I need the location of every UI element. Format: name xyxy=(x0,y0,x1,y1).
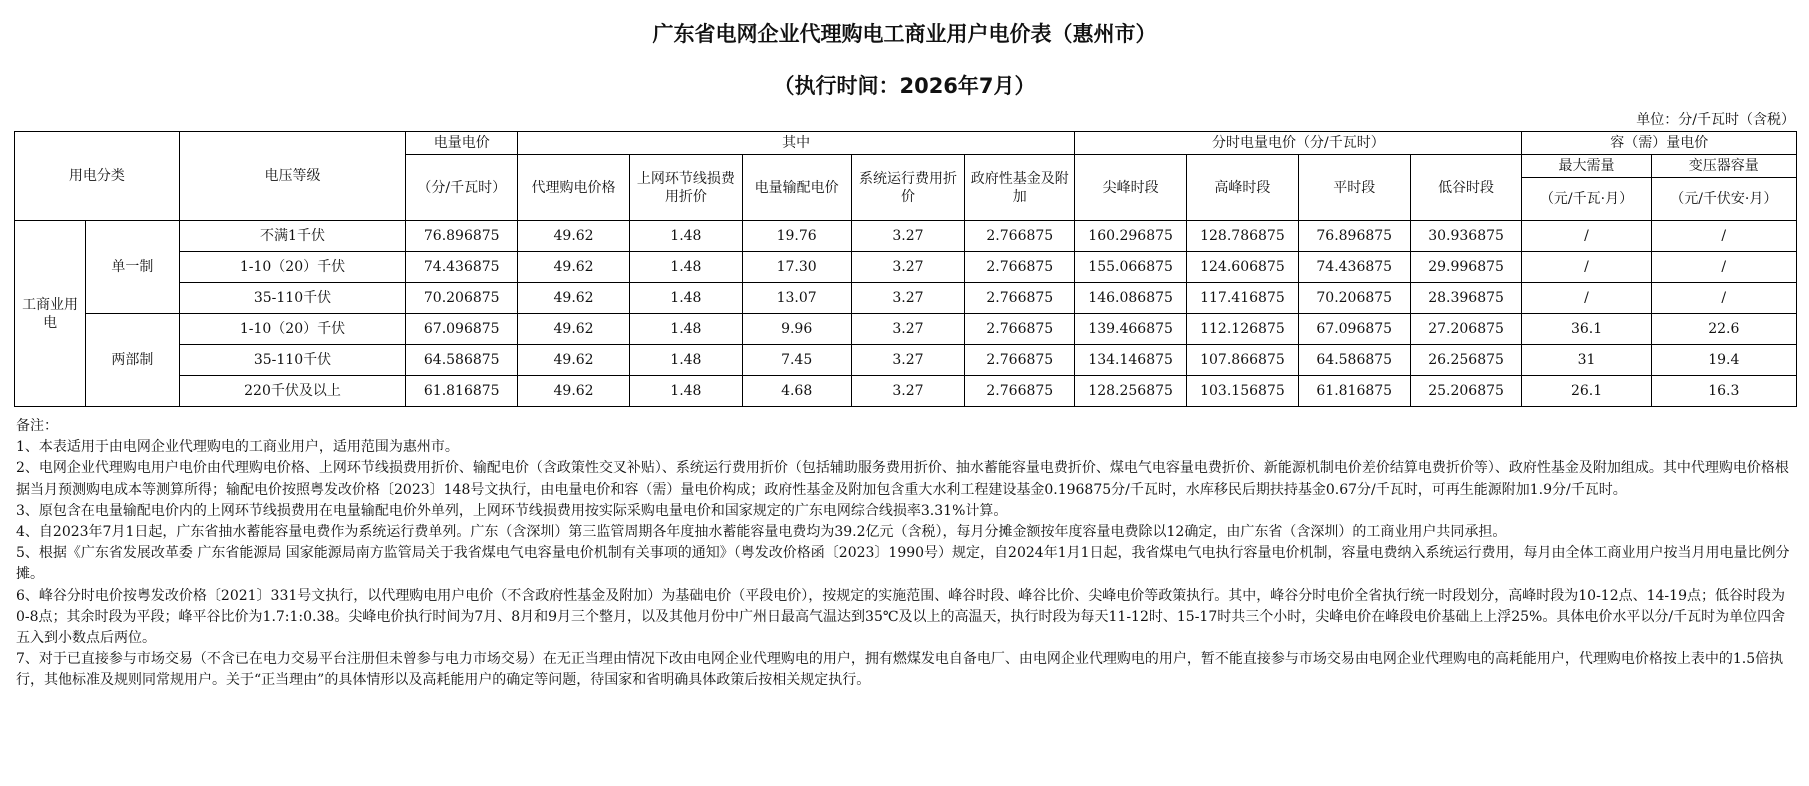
agent-cell: 49.62 xyxy=(518,221,630,252)
note-item: 3、原包含在电量输配电价内的上网环节线损费用在电量输配电价外单列，上网环节线损费用按实际采购电量电价和国家规定的广东电网综合线损率3.31%计算。 xyxy=(16,502,1008,519)
header-gov-fund: 政府性基金及附加 xyxy=(965,155,1075,221)
agent-cell: 49.62 xyxy=(518,283,630,314)
system-cell: 3.27 xyxy=(851,345,965,376)
header-row xyxy=(15,132,1797,155)
sharp-cell: 160.296875 xyxy=(1075,221,1187,252)
agent-cell: 49.62 xyxy=(518,345,630,376)
demand-cell: / xyxy=(1522,221,1651,252)
demand-cell: / xyxy=(1522,252,1651,283)
energy-cell: 64.586875 xyxy=(406,345,518,376)
two-part-label: 两部制 xyxy=(86,314,180,407)
flat-cell: 76.896875 xyxy=(1298,221,1410,252)
agent-cell: 49.62 xyxy=(518,376,630,407)
transformer-cell: / xyxy=(1651,252,1796,283)
table-row xyxy=(15,345,1797,376)
header-of-which: 其中 xyxy=(518,132,1075,155)
fund-cell: 2.766875 xyxy=(965,345,1075,376)
header-peak-sharp: 尖峰时段 xyxy=(1075,155,1187,221)
header-flat: 平时段 xyxy=(1298,155,1410,221)
peak-cell: 117.416875 xyxy=(1187,283,1299,314)
table-row xyxy=(15,314,1797,345)
agent-cell: 49.62 xyxy=(518,252,630,283)
flat-cell: 61.816875 xyxy=(1298,376,1410,407)
transformer-cell: 19.4 xyxy=(1651,345,1796,376)
header-max-demand-unit: （元/千瓦·月） xyxy=(1522,178,1651,221)
voltage-cell: 1-10（20）千伏 xyxy=(179,252,406,283)
table-row xyxy=(15,221,1797,252)
loss-cell: 1.48 xyxy=(629,283,742,314)
transmission-cell: 7.45 xyxy=(742,345,851,376)
price-table xyxy=(14,131,1797,407)
table-row xyxy=(15,252,1797,283)
sharp-cell: 146.086875 xyxy=(1075,283,1187,314)
peak-cell: 103.156875 xyxy=(1187,376,1299,407)
system-cell: 3.27 xyxy=(851,221,965,252)
page-subtitle: （执行时间：2026年7月） xyxy=(773,74,1036,98)
header-peak: 高峰时段 xyxy=(1187,155,1299,221)
loss-cell: 1.48 xyxy=(629,221,742,252)
peak-cell: 112.126875 xyxy=(1187,314,1299,345)
transmission-cell: 17.30 xyxy=(742,252,851,283)
energy-cell: 76.896875 xyxy=(406,221,518,252)
table-row xyxy=(15,283,1797,314)
sharp-cell: 128.256875 xyxy=(1075,376,1187,407)
energy-cell: 67.096875 xyxy=(406,314,518,345)
transmission-cell: 9.96 xyxy=(742,314,851,345)
page-title: 广东省电网企业代理购电工商业用户电价表（惠州市） xyxy=(652,22,1157,46)
transformer-cell: / xyxy=(1651,221,1796,252)
single-part-label: 单一制 xyxy=(86,221,180,314)
system-cell: 3.27 xyxy=(851,283,965,314)
voltage-cell: 35-110千伏 xyxy=(179,283,406,314)
note-item: 1、本表适用于由电网企业代理购电的工商业用户，适用范围为惠州市。 xyxy=(16,439,459,456)
header-transmission: 电量输配电价 xyxy=(742,155,851,221)
header-category: 用电分类 xyxy=(15,132,180,221)
sharp-cell: 134.146875 xyxy=(1075,345,1187,376)
header-energy-unit: （分/千瓦时） xyxy=(406,155,518,221)
flat-cell: 64.586875 xyxy=(1298,345,1410,376)
valley-cell: 28.396875 xyxy=(1410,283,1522,314)
peak-cell: 107.866875 xyxy=(1187,345,1299,376)
demand-cell: 31 xyxy=(1522,345,1651,376)
header-energy-price: 电量电价 xyxy=(406,132,518,155)
voltage-cell: 1-10（20）千伏 xyxy=(179,314,406,345)
valley-cell: 27.206875 xyxy=(1410,314,1522,345)
energy-cell: 74.436875 xyxy=(406,252,518,283)
transmission-cell: 4.68 xyxy=(742,376,851,407)
valley-cell: 30.936875 xyxy=(1410,221,1522,252)
header-max-demand: 最大需量 xyxy=(1522,155,1651,178)
header-transformer-unit: （元/千伏安·月） xyxy=(1651,178,1796,221)
header-voltage: 电压等级 xyxy=(179,132,406,221)
note-item: 6、峰谷分时电价按粤发改价格〔2021〕331号文执行，以代理购电用户电价（不含政府性基金及附加）为基础电价（平段电价），按规定的实施范围、峰谷时段、峰谷比价、尖峰电价等政策执行。其中，峰谷分时电价全省执行统一时段划分，高峰时段为10-12点、14-19点；低谷时段为0-8点；其余时段为平段；峰平谷比价为1.7:1:0.38。尖峰电价执行时间为7月、8月和9月三个整月，以及其他月份中广州日最高气温达到35℃及以上的高温天，执行时段为每天11-12时、15-17时共三个小时，尖峰电价在峰段电价基础上上浮25%。具体电价水平以分/千瓦时为单位四舍五入到小数点后两位。 xyxy=(16,587,1786,647)
agent-cell: 49.62 xyxy=(518,314,630,345)
transformer-cell: / xyxy=(1651,283,1796,314)
sharp-cell: 155.066875 xyxy=(1075,252,1187,283)
transmission-cell: 19.76 xyxy=(742,221,851,252)
header-capacity: 容（需）量电价 xyxy=(1522,132,1797,155)
fund-cell: 2.766875 xyxy=(965,283,1075,314)
notes-section xyxy=(16,416,1796,692)
header-loss-cost: 上网环节线损费用折价 xyxy=(629,155,742,221)
loss-cell: 1.48 xyxy=(629,314,742,345)
fund-cell: 2.766875 xyxy=(965,221,1075,252)
loss-cell: 1.48 xyxy=(629,376,742,407)
group-label: 工商业用电 xyxy=(15,221,86,407)
unit-label: 单位：分/千瓦时（含税） xyxy=(1636,112,1795,128)
flat-cell: 70.206875 xyxy=(1298,283,1410,314)
note-item: 7、对于已直接参与市场交易（不含已在电力交易平台注册但未曾参与电力市场交易）在无正当理由情况下改由电网企业代理购电的用户，拥有燃煤发电自备电厂、由电网企业代理购电的用户，暂不能直接参与市场交易由电网企业代理购电的高耗能用户，代理购电价格按上表中的1.5倍执行，其他标准及规则同常规用户。关于“正当理由”的具体情形以及高耗能用户的确定等问题，待国家和省明确具体政策后按相关规定执行。 xyxy=(16,651,1784,689)
flat-cell: 74.436875 xyxy=(1298,252,1410,283)
system-cell: 3.27 xyxy=(851,314,965,345)
transmission-cell: 13.07 xyxy=(742,283,851,314)
demand-cell: 26.1 xyxy=(1522,376,1651,407)
fund-cell: 2.766875 xyxy=(965,376,1075,407)
note-item: 4、自2023年7月1日起，广东省抽水蓄能容量电费作为系统运行费单列。广东（含深圳）第三监管周期各年度抽水蓄能容量电费均为39.2亿元（含税），每月分摊金额按年度容量电费除以12确定，由广东省（含深圳）的工商业用户共同承担。 xyxy=(16,524,1507,541)
valley-cell: 25.206875 xyxy=(1410,376,1522,407)
demand-cell: / xyxy=(1522,283,1651,314)
valley-cell: 29.996875 xyxy=(1410,252,1522,283)
energy-cell: 61.816875 xyxy=(406,376,518,407)
voltage-cell: 220千伏及以上 xyxy=(179,376,406,407)
fund-cell: 2.766875 xyxy=(965,314,1075,345)
voltage-cell: 35-110千伏 xyxy=(179,345,406,376)
table-row xyxy=(15,376,1797,407)
header-transformer: 变压器容量 xyxy=(1651,155,1796,178)
header-tou: 分时电量电价（分/千瓦时） xyxy=(1075,132,1522,155)
transformer-cell: 16.3 xyxy=(1651,376,1796,407)
fund-cell: 2.766875 xyxy=(965,252,1075,283)
sharp-cell: 139.466875 xyxy=(1075,314,1187,345)
valley-cell: 26.256875 xyxy=(1410,345,1522,376)
notes-heading: 备注： xyxy=(16,418,58,434)
peak-cell: 124.606875 xyxy=(1187,252,1299,283)
transformer-cell: 22.6 xyxy=(1651,314,1796,345)
energy-cell: 70.206875 xyxy=(406,283,518,314)
loss-cell: 1.48 xyxy=(629,252,742,283)
header-valley: 低谷时段 xyxy=(1410,155,1522,221)
system-cell: 3.27 xyxy=(851,376,965,407)
system-cell: 3.27 xyxy=(851,252,965,283)
flat-cell: 67.096875 xyxy=(1298,314,1410,345)
voltage-cell: 不满1千伏 xyxy=(179,221,406,252)
loss-cell: 1.48 xyxy=(629,345,742,376)
peak-cell: 128.786875 xyxy=(1187,221,1299,252)
note-item: 5、根据《广东省发展改革委 广东省能源局 国家能源局南方监管局关于我省煤电气电容量电价机制有关事项的通知》（粤发改价格函〔2023〕1990号）规定，自2024年1月1日起，我省煤电气电执行容量电价机制，容量电费纳入系统运行费用，每月由全体工商业用户按当月用电量比例分摊。 xyxy=(16,545,1790,583)
header-system-cost: 系统运行费用折价 xyxy=(851,155,965,221)
header-agent-price: 代理购电价格 xyxy=(518,155,630,221)
note-item: 2、电网企业代理购电用户电价由代理购电价格、上网环节线损费用折价、输配电价（含政策性交叉补贴）、系统运行费用折价（包括辅助服务费用折价、抽水蓄能容量电费折价、煤电气电容量电费折价、新能源机制电价差价结算电费折价等）、政府性基金及附加组成。其中代理购电价格根据当月预测购电成本等测算所得；输配电价按照粤发改价格〔2023〕148号文执行，由电量电价和容（需）量电价构成；政府性基金及附加包含重大水利工程建设基金0.196875分/千瓦时，水库移民后期扶持基金0.67分/千瓦时，可再生能源附加1.9分/千瓦时。 xyxy=(16,460,1789,498)
demand-cell: 36.1 xyxy=(1522,314,1651,345)
